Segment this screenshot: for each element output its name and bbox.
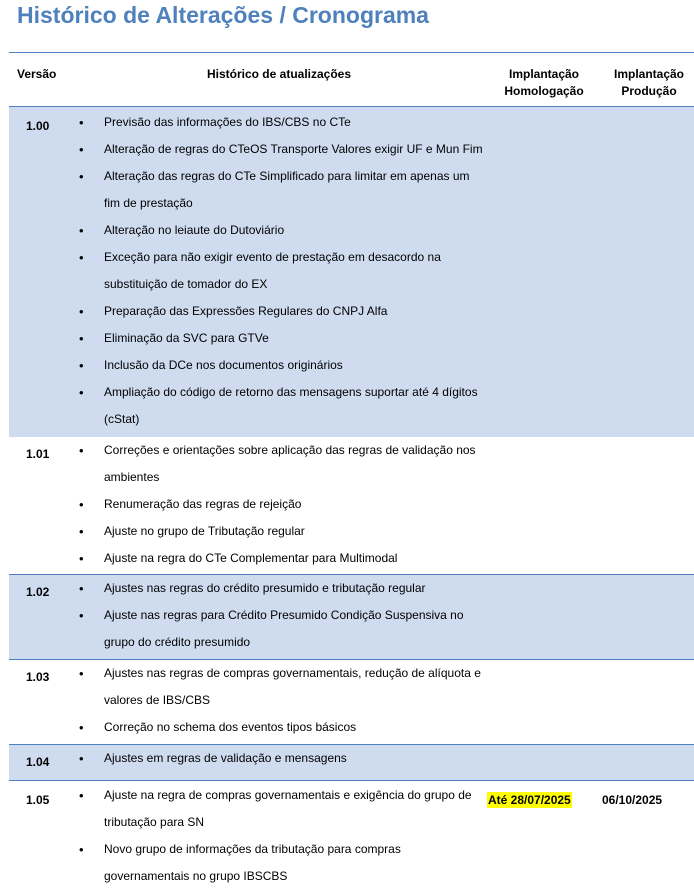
version-number: 1.02 — [26, 585, 50, 599]
list-item: • Ajustes nas regras do crédito presumido e tributação regular — [9, 575, 484, 602]
list-item: • Ampliação do código de retorno das mensagens suportar até 4 dígitos (cStat) — [9, 379, 484, 433]
list-item: • Exceção para não exigir evento de prestação em desacordo na substituição de tomador do EX — [9, 244, 484, 298]
change-list — [9, 782, 694, 890]
homologation-date: Até 28/07/2025 — [488, 793, 571, 807]
production-date: 06/10/2025 — [602, 793, 663, 807]
list-item: • Ajuste na regra de compras governamentais e exigência do grupo de tributação para SN — [9, 782, 484, 836]
list-item: • Renumeração das regras de rejeição — [9, 491, 484, 518]
list-item: • Eliminação da SVC para GTVe — [9, 325, 484, 352]
table-row — [9, 744, 694, 781]
table-row — [9, 437, 694, 574]
list-item: • Ajuste na regra do CTe Complementar para Multimodal — [9, 545, 484, 572]
table-row — [9, 781, 694, 890]
list-item: • Ajuste nas regras para Crédito Presumido Condição Suspensiva no grupo do crédito presumido — [9, 602, 484, 656]
change-list — [9, 660, 694, 741]
column-header-version: Versão — [17, 67, 57, 81]
list-item: • Ajuste no grupo de Tributação regular — [9, 518, 484, 545]
column-header-history: Histórico de atualizações — [206, 67, 352, 81]
version-number: 1.00 — [26, 119, 50, 133]
change-list — [9, 575, 694, 656]
list-item: • Alteração das regras do CTe Simplificado para limitar em apenas um fim de prestação — [9, 163, 484, 217]
list-item: • Preparação das Expressões Regulares do CNPJ Alfa — [9, 298, 484, 325]
column-header-production: Implantação Produção — [613, 67, 685, 98]
list-item: • Previsão das informações do IBS/CBS no CTe — [9, 109, 484, 136]
list-item: • Alteração no leiaute do Dutoviário — [9, 217, 484, 244]
version-number: 1.05 — [26, 793, 50, 807]
table-row — [9, 659, 694, 744]
change-list — [9, 109, 694, 433]
list-item: • Novo grupo de informações da tributação para compras governamentais no grupo IBSCBS — [9, 836, 484, 890]
page-title: Histórico de Alterações / Cronograma — [17, 2, 429, 28]
list-item: • Ajustes em regras de validação e mensagens — [9, 745, 484, 772]
table-row — [9, 574, 694, 659]
version-number: 1.03 — [26, 670, 50, 684]
changelog-table — [9, 52, 694, 890]
list-item: • Correção no schema dos eventos tipos básicos — [9, 714, 484, 741]
table-header — [9, 52, 694, 107]
change-list — [9, 437, 694, 572]
list-item: • Inclusão da DCe nos documentos originários — [9, 352, 484, 379]
change-list — [9, 745, 694, 772]
list-item: • Ajustes nas regras de compras governamentais, redução de alíquota e valores de IBS/CBS — [9, 660, 484, 714]
list-item: • Alteração de regras do CTeOS Transporte Valores exigir UF e Mun Fim — [9, 136, 484, 163]
column-header-homologation: Implantação Homologação — [504, 67, 584, 98]
version-number: 1.04 — [26, 755, 50, 769]
table-row — [9, 107, 694, 437]
list-item: • Correções e orientações sobre aplicação das regras de validação nos ambientes — [9, 437, 484, 491]
version-number: 1.01 — [26, 447, 50, 461]
